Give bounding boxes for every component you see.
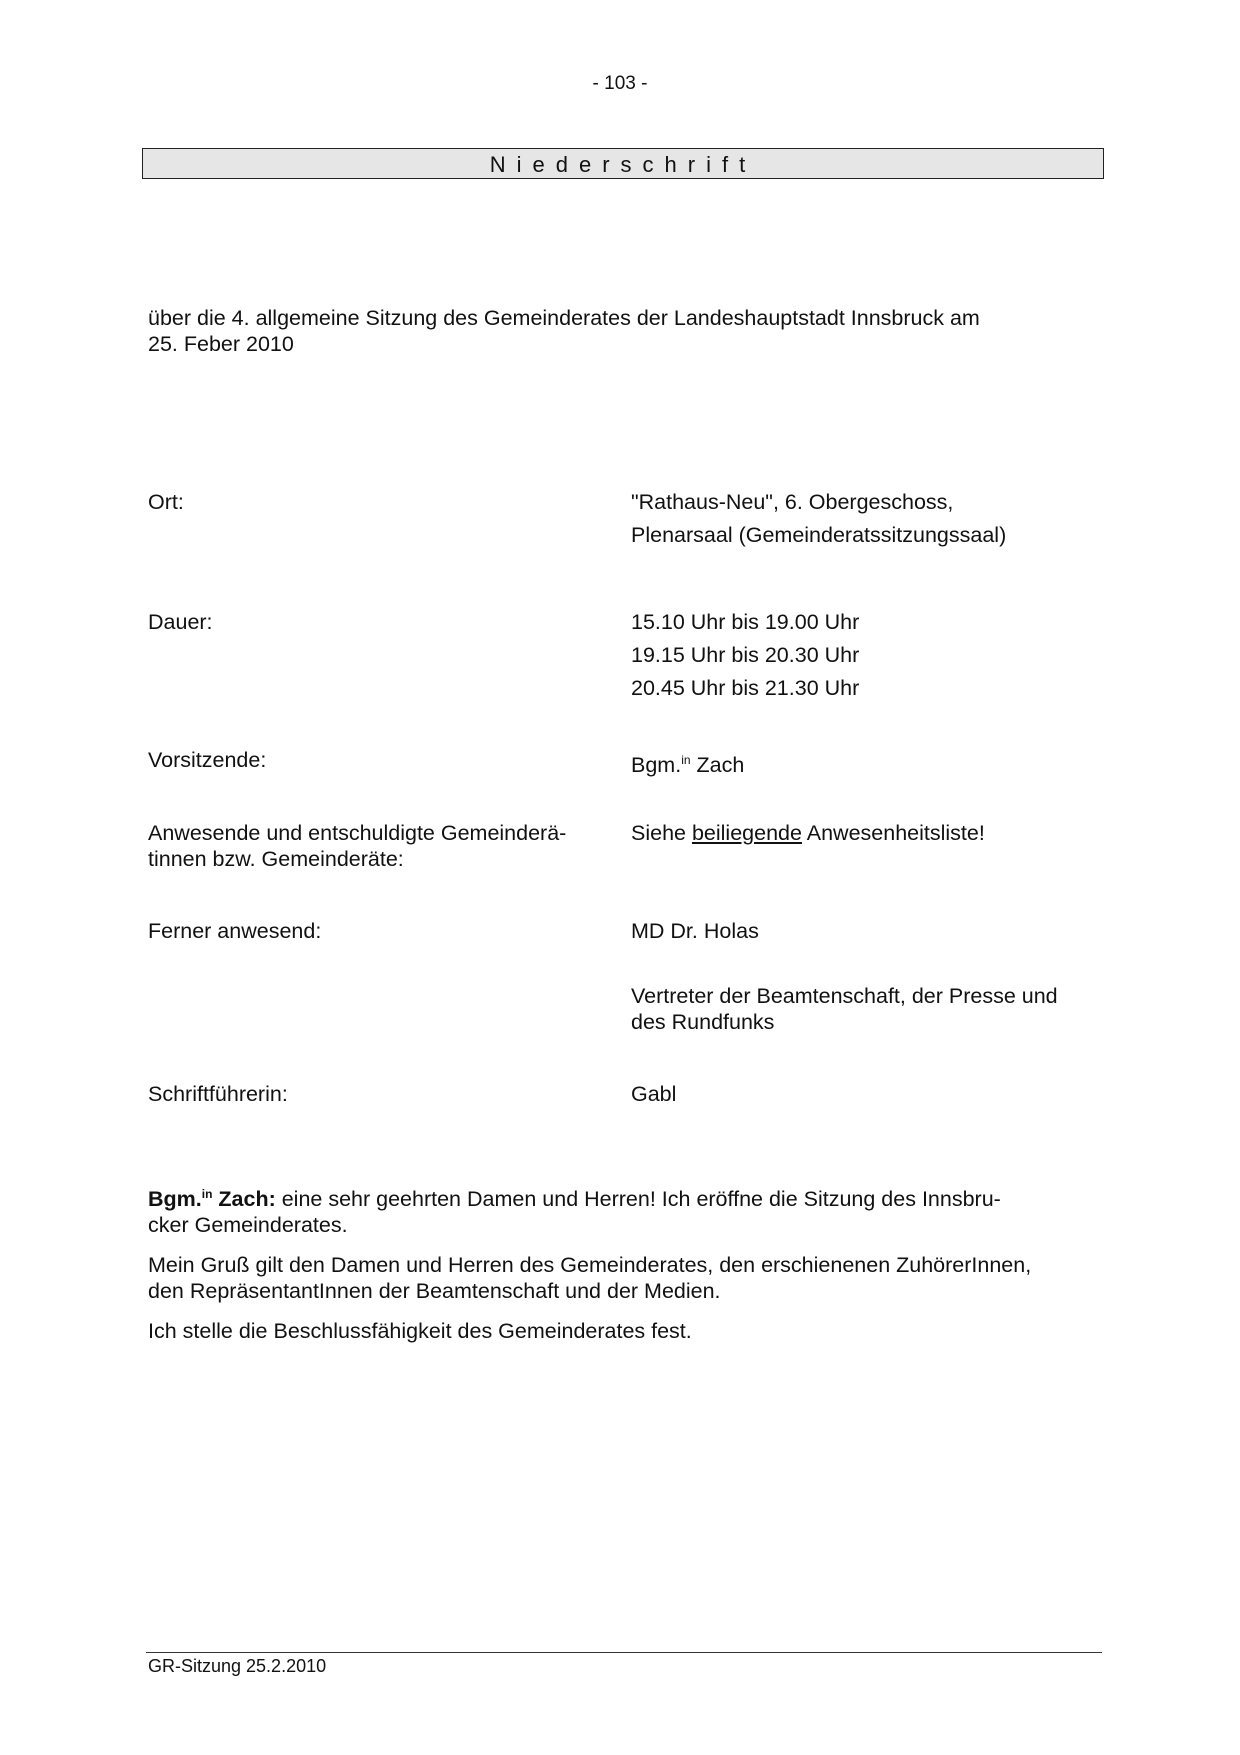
ort-label: Ort: [148,490,184,514]
anwesende-label-line-2: tinnen bzw. Gemeinderäte: [148,847,404,871]
ort-value-line-1: "Rathaus-Neu", 6. Obergeschoss, [631,490,954,514]
ort-value-line-2: Plenarsaal (Gemeinderatssitzungssaal) [631,523,1007,547]
speaker-prefix: Bgm. [148,1187,202,1211]
intro-line-2: 25. Feber 2010 [148,332,294,356]
anwesende-label [148,820,618,872]
page-number: - 103 - [592,73,648,94]
footer-divider [146,1652,1102,1653]
ferner-value-2 [631,983,1101,1035]
vorsitzende-prefix: Bgm. [631,753,682,777]
paragraph-2-line-2: den RepräsentantInnen der Beamtenschaft und der Medien. [148,1279,721,1303]
ferner-value-1: MD Dr. Holas [631,919,759,943]
anwesende-value-underlined: beiliegende [691,821,802,845]
ferner-label: Ferner anwesend: [148,919,322,943]
speaker-name: Zach: [212,1187,276,1211]
vorsitzende-name: Zach [690,753,745,777]
speaker [148,1187,276,1211]
document-title: Niederschrift [142,148,1104,179]
vorsitzende-sup: in [681,753,691,767]
paragraph-1-line-2: cker Gemeinderates. [148,1213,348,1237]
dauer-value [631,606,1101,705]
ort-value [631,486,1101,552]
speaker-sup: in [201,1187,213,1201]
anwesende-label-line-1: Anwesende und entschuldigte Gemeinderä- [148,821,567,845]
ferner-value-2-line-1: Vertreter der Beamtenschaft, der Presse und [631,984,1058,1008]
paragraph-2-line-1: Mein Gruß gilt den Damen und Herren des Gemeinderates, den erschienenen ZuhörerInnen, [148,1253,1032,1277]
paragraph-1 [148,1181,1103,1238]
schriftfuehrerin-label: Schriftführerin: [148,1082,288,1106]
paragraph-1-line-1: eine sehr geehrten Damen und Herren! Ich eröffne die Sitzung des Innsbru- [275,1187,1001,1211]
paragraph-3: Ich stelle die Beschlussfähigkeit des Gemeinderates fest. [148,1319,692,1343]
footer-text: GR-Sitzung 25.2.2010 [148,1656,327,1676]
dauer-value-line-3: 20.45 Uhr bis 21.30 Uhr [631,676,860,700]
vorsitzende-value [631,747,1101,778]
vorsitzende-label: Vorsitzende: [148,748,267,772]
ferner-value-2-line-2: des Rundfunks [631,1010,775,1034]
anwesende-value [631,820,1101,846]
paragraph-2 [148,1252,1103,1304]
intro-text [148,305,1098,357]
dauer-value-line-2: 19.15 Uhr bis 20.30 Uhr [631,643,860,667]
dauer-value-line-1: 15.10 Uhr bis 19.00 Uhr [631,610,860,634]
dauer-label: Dauer: [148,610,213,634]
intro-line-1: über die 4. allgemeine Sitzung des Gemeinderates der Landeshauptstadt Innsbruck am [148,306,980,330]
schriftfuehrerin-value: Gabl [631,1082,677,1106]
anwesende-value-pre: Siehe [631,821,692,845]
minutes-body [148,1181,1103,1358]
anwesende-value-post: Anwesenheitsliste! [801,821,985,845]
